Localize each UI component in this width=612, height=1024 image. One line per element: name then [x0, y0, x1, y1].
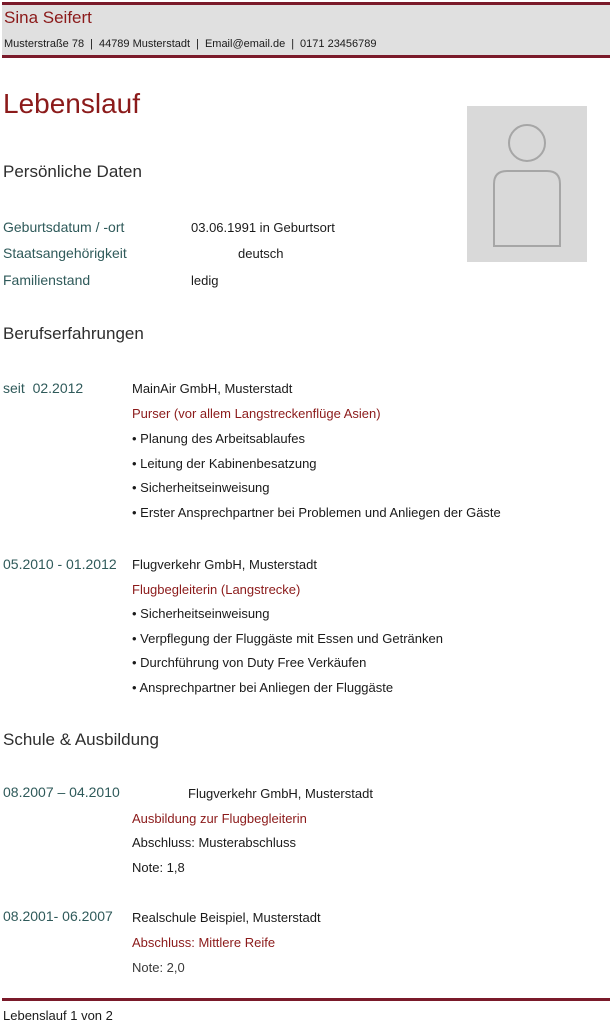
experience-bullet: • Sicherheitseinweisung: [132, 606, 270, 621]
experience-company: Flugverkehr GmbH, Musterstadt: [132, 557, 317, 572]
document-title: Lebenslauf: [3, 88, 141, 119]
personal-value: 03.06.1991 in Geburtsort: [191, 220, 335, 235]
page-indicator: Lebenslauf 1 von 2: [3, 1008, 113, 1023]
education-line: Abschluss: Musterabschluss: [132, 835, 297, 850]
education-detail: Abschluss: Mittlere Reife: [132, 935, 276, 950]
contact-city: 44789 Musterstadt: [98, 38, 191, 50]
education-institution: Realschule Beispiel, Musterstadt: [132, 910, 321, 925]
contact-separator: |: [291, 38, 295, 50]
profile-photo-placeholder: [467, 106, 587, 262]
header-bottom-rule: [2, 55, 610, 58]
contact-separator: |: [196, 38, 199, 50]
person-silhouette-icon: [467, 106, 587, 262]
education-detail: Ausbildung zur Flugbegleiterin: [132, 811, 307, 826]
experience-date: seit 02.2012: [3, 380, 84, 396]
section-experience-heading: Berufserfahrungen: [3, 324, 144, 343]
applicant-name: Sina Seifert: [4, 8, 92, 27]
education-grade: Note: 1,8: [132, 860, 185, 875]
education-institution: Flugverkehr GmbH, Musterstadt: [188, 786, 373, 801]
personal-label: Geburtsdatum / -ort: [3, 219, 125, 235]
experience-role: Flugbegleiterin (Langstrecke): [132, 582, 301, 597]
personal-label: Familienstand: [3, 272, 91, 288]
section-personal-heading: Persönliche Daten: [3, 162, 142, 181]
experience-company: MainAir GmbH, Musterstadt: [132, 381, 293, 396]
experience-bullet: • Ansprechpartner bei Anliegen der Fluggäste: [132, 680, 394, 695]
education-date: 08.2007 – 04.2010: [3, 784, 120, 800]
experience-date: 05.2010 - 01.2012: [3, 556, 117, 572]
education-grade: Note: 2,0: [132, 960, 185, 975]
experience-role: Purser (vor allem Langstreckenflüge Asien): [132, 406, 381, 421]
experience-bullet: • Durchführung von Duty Free Verkäufen: [132, 655, 367, 670]
footer-rule: [2, 998, 610, 1001]
contact-phone: 0171 23456789: [300, 38, 377, 50]
contact-line: [4, 38, 377, 50]
personal-label: Staatsangehörigkeit: [3, 245, 127, 261]
contact-email[interactable]: Email@email.de: [204, 38, 286, 50]
experience-bullet: • Erster Ansprechpartner bei Problemen und Anliegen der Gäste: [132, 505, 501, 520]
experience-bullet: • Planung des Arbeitsablaufes: [132, 431, 305, 446]
experience-bullet: • Sicherheitseinweisung: [132, 480, 270, 495]
personal-value: ledig: [191, 273, 219, 288]
experience-bullet: • Leitung der Kabinenbesatzung: [132, 456, 317, 471]
education-date: 08.2001- 06.2007: [3, 908, 113, 924]
contact-separator: |: [90, 38, 93, 50]
experience-bullet: • Verpflegung der Fluggäste mit Essen und Getränken: [132, 631, 443, 646]
personal-value: deutsch: [238, 246, 284, 261]
contact-street: Musterstraße 78: [4, 38, 85, 50]
section-education-heading: Schule & Ausbildung: [3, 730, 159, 749]
